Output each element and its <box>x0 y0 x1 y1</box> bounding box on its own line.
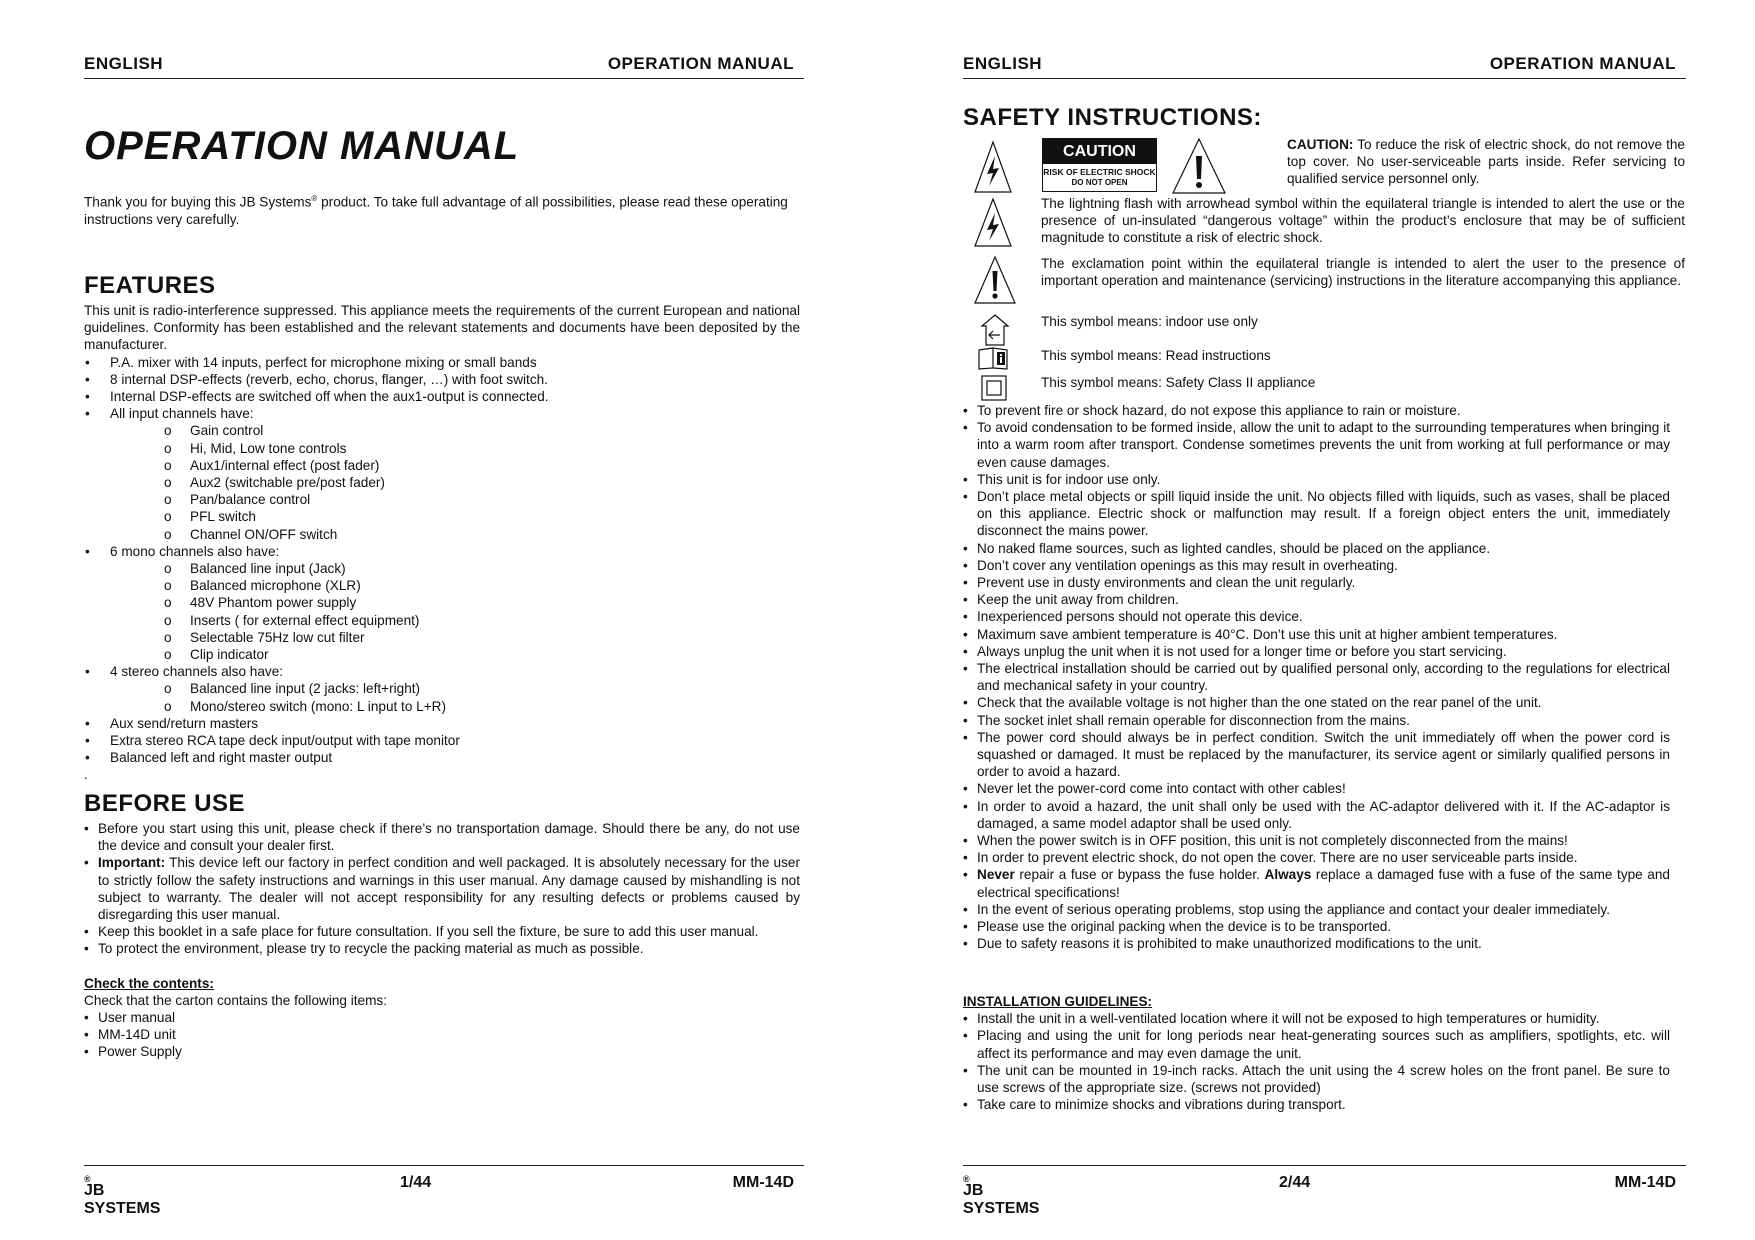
lightning-triangle-icon <box>973 138 1013 196</box>
list-item: • Keep this booklet in a safe place for future consultation. If you sell the fixture, be sure to add this user manual. <box>84 923 800 940</box>
list-item: • Balanced left and right master output <box>84 749 800 766</box>
list-item: o Gain control <box>84 422 800 439</box>
symbol-read-text: This symbol means: Read instructions <box>1041 348 1271 363</box>
list-item: o Inserts ( for external effect equipment) <box>84 612 800 629</box>
list-item: • The electrical installation should be carried out by qualified personal only, according to the regulations for electrical and mechanical safety in your country. <box>963 660 1670 694</box>
header-title: OPERATION MANUAL <box>607 54 794 73</box>
page-2 <box>963 0 1686 1240</box>
list-item: • Keep the unit away from children. <box>963 591 1670 608</box>
indoor-use-icon <box>980 313 1010 347</box>
before-use-section <box>84 790 800 1061</box>
list-item: o Selectable 75Hz low cut filter <box>84 629 800 646</box>
header-language: ENGLISH <box>84 54 164 73</box>
footer-model: MM-14D <box>1614 1174 1676 1191</box>
list-item: • The power cord should always be in perfect condition. Switch the unit immediately off when the power cord is squashed or damaged. It must be replaced by the manufacturer, its service agent or similarly qualified persons in order to avoid a hazard. <box>963 729 1670 781</box>
list-item: • When the power switch is in OFF position, this unit is not completely disconnected from the mains! <box>963 832 1670 849</box>
installation-list <box>963 1010 1670 1113</box>
footer-page-number: 2/44 <box>1279 1174 1311 1191</box>
list-item: o Pan/balance control <box>84 491 800 508</box>
page-header <box>84 54 804 79</box>
before-use-heading: BEFORE USE <box>84 790 246 817</box>
list-item: • Inexperienced persons should not operate this device. <box>963 608 1670 625</box>
list-item: o Balanced line input (2 jacks: left+right) <box>84 680 800 697</box>
footer-model: MM-14D <box>732 1174 794 1191</box>
list-item: • Prevent use in dusty environments and clean the unit regularly. <box>963 574 1670 591</box>
list-item: • This unit is for indoor use only. <box>963 471 1670 488</box>
list-item: • Never repair a fuse or bypass the fuse holder. Always replace a damaged fuse with a fuse of the same type and electrical specifications! <box>963 866 1670 900</box>
safety-list <box>963 402 1670 953</box>
list-item: o Mono/stereo switch (mono: L input to L+R) <box>84 698 800 715</box>
footer-brand: JB SYSTEMS ® <box>963 1174 1040 1217</box>
list-item: • To avoid condensation to be formed inside, allow the unit to adapt to the surrounding temperatures when bringing it into a warm room after transport. Condense sometimes prevents the unit from working at full performance or may even cause damages. <box>963 419 1670 471</box>
caution-label <box>1042 138 1157 192</box>
symbol-indoor-text: This symbol means: indoor use only <box>1041 314 1258 329</box>
caution-text: CAUTION: To reduce the risk of electric shock, do not remove the top cover. No user-serviceable parts inside. Refer servicing to qualified service personnel only. <box>1287 137 1685 187</box>
list-item: o Aux1/internal effect (post fader) <box>84 457 800 474</box>
list-item: • Internal DSP-effects are switched off when the aux1-output is connected. <box>84 388 800 405</box>
installation-section <box>963 993 1670 1113</box>
footer-page-number: 1/44 <box>400 1174 432 1191</box>
sub-list <box>84 422 800 542</box>
list-item: • Power Supply <box>84 1043 800 1060</box>
safety-heading: SAFETY INSTRUCTIONS: <box>963 104 1262 131</box>
footer-brand: JB SYSTEMS ® <box>84 1174 161 1217</box>
check-contents-heading: Check the contents: <box>84 975 214 991</box>
list-item: • No naked flame sources, such as lighted candles, should be placed on the appliance. <box>963 540 1670 557</box>
list-item: • P.A. mixer with 14 inputs, perfect for microphone mixing or small bands <box>84 354 800 371</box>
page-1 <box>84 0 804 1240</box>
list-item: • In order to avoid a hazard, the unit shall only be used with the AC-adaptor delivered with it. If the AC-adaptor is damaged, a same model adaptor shall be used only. <box>963 798 1670 832</box>
contents-list <box>84 1009 800 1061</box>
caution-label-sub1: RISK OF ELECTRIC SHOCK <box>1043 167 1156 177</box>
list-item: • Don’t cover any ventilation openings as this may result in overheating. <box>963 557 1670 574</box>
page-footer <box>84 1165 804 1217</box>
sub-list <box>84 560 800 663</box>
exclamation-triangle-icon <box>1171 136 1227 196</box>
list-item: o PFL switch <box>84 508 800 525</box>
lightning-triangle-icon <box>973 196 1013 250</box>
list-item: • Don’t place metal objects or spill liquid inside the unit. No objects filled with liquids, such as vases, shall be placed on this appliance. Electric shock or malfunction may result. If a foreign object enters the unit, immediately disconnect the mains power. <box>963 488 1670 540</box>
list-item: o Hi, Mid, Low tone controls <box>84 440 800 457</box>
features-list <box>84 354 800 767</box>
lightning-text: The lightning flash with arrowhead symbol within the equilateral triangle is intended to alert the use or the presence of un-insulated “dangerous voltage” within the product’s enclosure that may be of sufficient magnitude to constitute a risk of electric shock. <box>1041 196 1685 246</box>
list-item: • The unit can be mounted in 19-inch racks. Attach the unit using the 4 screw holes on the front panel. Be sure to use screws of the appropriate size. (screws not provided) <box>963 1062 1670 1096</box>
features-heading: FEATURES <box>84 272 216 299</box>
list-item: • Extra stereo RCA tape deck input/output with tape monitor <box>84 732 800 749</box>
class-ii-icon <box>980 374 1008 402</box>
intro-text: Thank you for buying this JB Systems® product. To take full advantage of all possibilities, please read these operating instructions very carefully. <box>84 194 788 227</box>
list-item: • Please use the original packing when the device is to be transported. <box>963 918 1670 935</box>
list-item: • In the event of serious operating problems, stop using the appliance and contact your dealer immediately. <box>963 901 1670 918</box>
list-item: • Always unplug the unit when it is not used for a longer time or before you start servicing. <box>963 643 1670 660</box>
list-item: • Aux send/return masters <box>84 715 800 732</box>
list-item: • To protect the environment, please try to recycle the packing material as much as possible. <box>84 940 800 957</box>
list-item: • 6 mono channels also have: o Balanced line input (Jack) o Balanced microphone (XLR) o 48V Phantom power supply o Inserts ( for external effect equipment) o Selectable 75Hz low cut filter o Clip indicator <box>84 543 800 663</box>
header-title: OPERATION MANUAL <box>1489 54 1676 73</box>
exclamation-triangle-icon <box>973 254 1017 306</box>
list-item: o Balanced microphone (XLR) <box>84 577 800 594</box>
list-item: • Placing and using the unit for long periods near heat-generating sources such as amplifiers, spotlights, etc. will affect its performance and may even damage the unit. <box>963 1027 1670 1061</box>
list-item: • Important: This device left our factory in perfect condition and well packaged. It is absolutely necessary for the user to strictly follow the safety instructions and warnings in this user manual. Any damage caused by mishandling is not subject to warranty. The dealer will not accept responsibility for any resulting defects or problems caused by disregarding this user manual. <box>84 854 800 923</box>
features-section <box>84 272 800 784</box>
installation-heading: INSTALLATION GUIDELINES: <box>963 994 1153 1009</box>
read-instructions-icon <box>977 345 1011 371</box>
list-item: • To prevent fire or shock hazard, do not expose this appliance to rain or moisture. <box>963 402 1670 419</box>
list-item: • All input channels have: o Gain control o Hi, Mid, Low tone controls o Aux1/internal effect (post fader) o Aux2 (switchable pre/post fader) o Pan/balance control o PFL switch o Channel ON/OFF switch <box>84 405 800 543</box>
list-item: • Due to safety reasons it is prohibited to make unauthorized modifications to the unit. <box>963 935 1670 952</box>
page-title: OPERATION MANUAL <box>84 124 520 168</box>
exclamation-text: The exclamation point within the equilateral triangle is intended to alert the user to the presence of important operation and maintenance (servicing) instructions in the literature accompanying this appliance. <box>1041 256 1685 289</box>
list-item: o Clip indicator <box>84 646 800 663</box>
list-item: • 8 internal DSP-effects (reverb, echo, chorus, flanger, …) with foot switch. <box>84 371 800 388</box>
list-item: o 48V Phantom power supply <box>84 594 800 611</box>
symbol-class2-text: This symbol means: Safety Class II appliance <box>1041 375 1316 390</box>
check-contents-text: Check that the carton contains the following items: <box>84 992 387 1008</box>
caution-label-sub2: DO NOT OPEN <box>1071 178 1128 187</box>
list-item: o Aux2 (switchable pre/post fader) <box>84 474 800 491</box>
list-item: • Take care to minimize shocks and vibrations during transport. <box>963 1096 1670 1113</box>
features-text: This unit is radio-interference suppressed. This appliance meets the requirements of the current European and national guidelines. Conformity has been established and the relevant statements and documents have been deposited by the manufacturer. <box>84 303 800 353</box>
list-item: • Check that the available voltage is not higher than the one stated on the rear panel of the unit. <box>963 694 1670 711</box>
sub-list <box>84 680 800 714</box>
list-item: o Balanced line input (Jack) <box>84 560 800 577</box>
list-item: • Never let the power-cord come into contact with other cables! <box>963 780 1670 797</box>
before-use-list <box>84 820 800 958</box>
list-item: • User manual <box>84 1009 800 1026</box>
list-item: • Before you start using this unit, please check if there’s no transportation damage. Should there be any, do not use the device and consult your dealer first. <box>84 820 800 854</box>
list-item: • In order to prevent electric shock, do not open the cover. There are no user serviceable parts inside. <box>963 849 1670 866</box>
list-item: • 4 stereo channels also have: o Balanced line input (2 jacks: left+right) o Mono/stereo switch (mono: L input to L+R) <box>84 663 800 715</box>
page-header <box>963 54 1686 79</box>
header-language: ENGLISH <box>963 54 1043 73</box>
list-item: • Maximum save ambient temperature is 40°C. Don’t use this unit at higher ambient temperatures. <box>963 626 1670 643</box>
stray-dot: . <box>84 767 88 783</box>
list-item: o Channel ON/OFF switch <box>84 526 800 543</box>
list-item: • The socket inlet shall remain operable for disconnection from the mains. <box>963 712 1670 729</box>
list-item: • MM-14D unit <box>84 1026 800 1043</box>
list-item: • Install the unit in a well-ventilated location where it will not be exposed to high temperatures or humidity. <box>963 1010 1670 1027</box>
caution-label-title: CAUTION <box>1043 139 1156 164</box>
page-footer <box>963 1165 1686 1217</box>
